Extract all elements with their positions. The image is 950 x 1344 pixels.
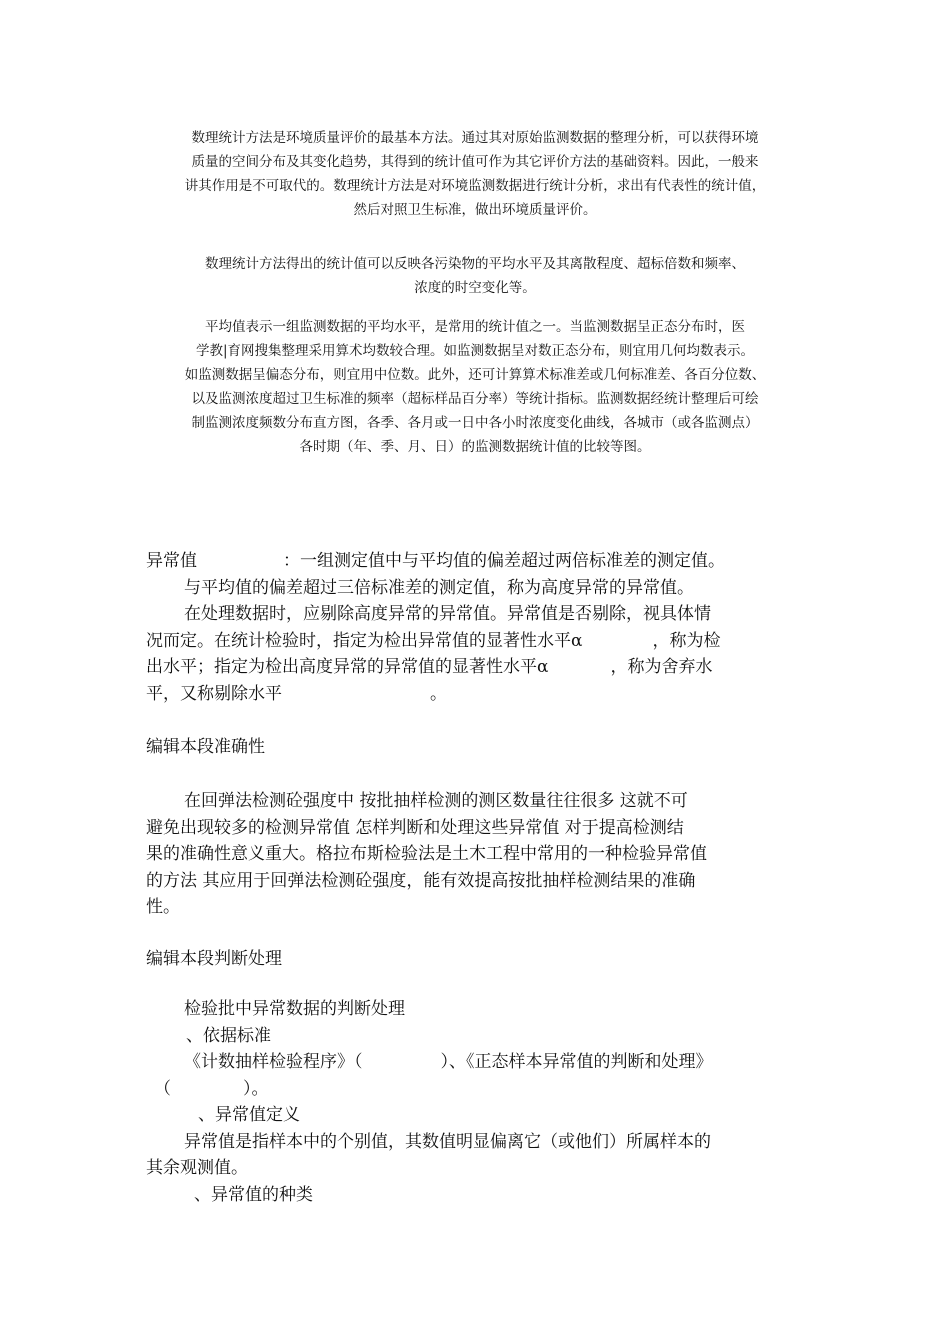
accuracy-paragraph bbox=[146, 788, 808, 921]
list-item: 、异常值定义 bbox=[198, 1105, 300, 1125]
subsection-title: 检验批中异常数据的判断处理 bbox=[184, 999, 405, 1019]
alpha-symbol: α bbox=[537, 657, 549, 677]
text-line: 避免出现较多的检测异常值 怎样判断和处理这些异常值 对于提高检测结 bbox=[146, 817, 684, 838]
text-line: 异常值 ：一组测定值中与平均值的偏差超过两倍标准差的测定值。 bbox=[146, 551, 725, 571]
text-line: 浓度的时空变化等。 bbox=[414, 280, 536, 296]
section-heading-accuracy[interactable]: 编辑本段准确性 bbox=[146, 737, 265, 757]
outlier-term: 异常值 bbox=[146, 551, 197, 571]
text-line: 异常值是指样本中的个别值，其数值明显偏离它（或他们）所属样本的 bbox=[184, 1131, 711, 1152]
mean-paragraph bbox=[140, 315, 810, 459]
text-line: 制监测浓度频数分布直方图，各季、各月或一日中各小时浓度变化曲线，各城市（或各监测点） bbox=[191, 415, 759, 431]
judgment-section bbox=[146, 996, 808, 1208]
text-line: 的方法 其应用于回弹法检测砼强度，能有效提高按批抽样检测结果的准确 bbox=[146, 870, 696, 891]
text-line: 数理统计方法得出的统计值可以反映各污染物的平均水平及其离散程度、超标倍数和频率、 bbox=[205, 256, 745, 272]
text-line: 然后对照卫生标准，做出环境质量评价。 bbox=[353, 202, 597, 218]
list-item: 、依据标准 bbox=[186, 1025, 271, 1046]
standards-line: 《计数抽样检验程序》（ ）、《正态样本异常值的判断和处理》 bbox=[184, 1052, 713, 1072]
text-line: 平均值表示一组监测数据的平均水平，是常用的统计值之一。当监测数据呈正态分布时，医 bbox=[205, 319, 745, 335]
text-line: 况而定。在统计检验时，指定为检出异常值的显著性水平α ，称为检 bbox=[146, 630, 721, 651]
text-line: 平，又称剔除水平 。 bbox=[146, 683, 447, 704]
text-line: 如监测数据呈偏态分布，则宜用中位数。此外，还可计算算术标准差或几何标准差、各百分位数、 bbox=[184, 367, 766, 383]
text-line: 讲其作用是不可取代的。数理统计方法是对环境监测数据进行统计分析，求出有代表性的统计值， bbox=[184, 178, 766, 194]
text-line: 学教|育网搜集整理采用算术均数较合理。如监测数据呈对数正态分布，则宜用几何均数表示。 bbox=[195, 343, 755, 359]
alpha-symbol: α bbox=[571, 630, 583, 651]
outlier-definition bbox=[146, 548, 808, 707]
text-line: 质量的空间分布及其变化趋势，其得到的统计值可作为其它评价方法的基础资料。因此，一般来 bbox=[191, 154, 759, 170]
intro-paragraph bbox=[140, 126, 810, 222]
text-line: 果的准确性意义重大。格拉布斯检验法是土木工程中常用的一种检验异常值 bbox=[146, 844, 707, 864]
text-line: 与平均值的偏差超过三倍标准差的测定值，称为高度异常的异常值。 bbox=[184, 577, 694, 598]
text-line: 其余观测值。 bbox=[146, 1158, 248, 1178]
text-line: 在回弹法检测砼强度中 按批抽样检测的测区数量往往很多 这就不可 bbox=[184, 791, 688, 811]
text-line: 以及监测浓度超过卫生标准的频率（超标样品百分率）等统计指标。监测数据经统计整理后可绘 bbox=[191, 391, 759, 407]
standards-line: （ ）。 bbox=[154, 1078, 269, 1099]
text-line: 数理统计方法是环境质量评价的最基本方法。通过其对原始监测数据的整理分析，可以获得环境 bbox=[191, 130, 759, 146]
text-line: 各时期（年、季、月、日）的监测数据统计值的比较等图。 bbox=[299, 439, 651, 455]
section-heading-judgment[interactable]: 编辑本段判断处理 bbox=[146, 949, 282, 969]
statistics-paragraph bbox=[140, 252, 810, 300]
list-item: 、异常值的种类 bbox=[194, 1184, 313, 1205]
text-line: 出水平；指定为检出高度异常的异常值的显著性水平α ，称为舍弃水 bbox=[146, 657, 713, 677]
text-line: 在处理数据时，应剔除高度异常的异常值。异常值是否剔除，视具体情 bbox=[184, 604, 711, 624]
text-line: 性。 bbox=[146, 897, 180, 917]
